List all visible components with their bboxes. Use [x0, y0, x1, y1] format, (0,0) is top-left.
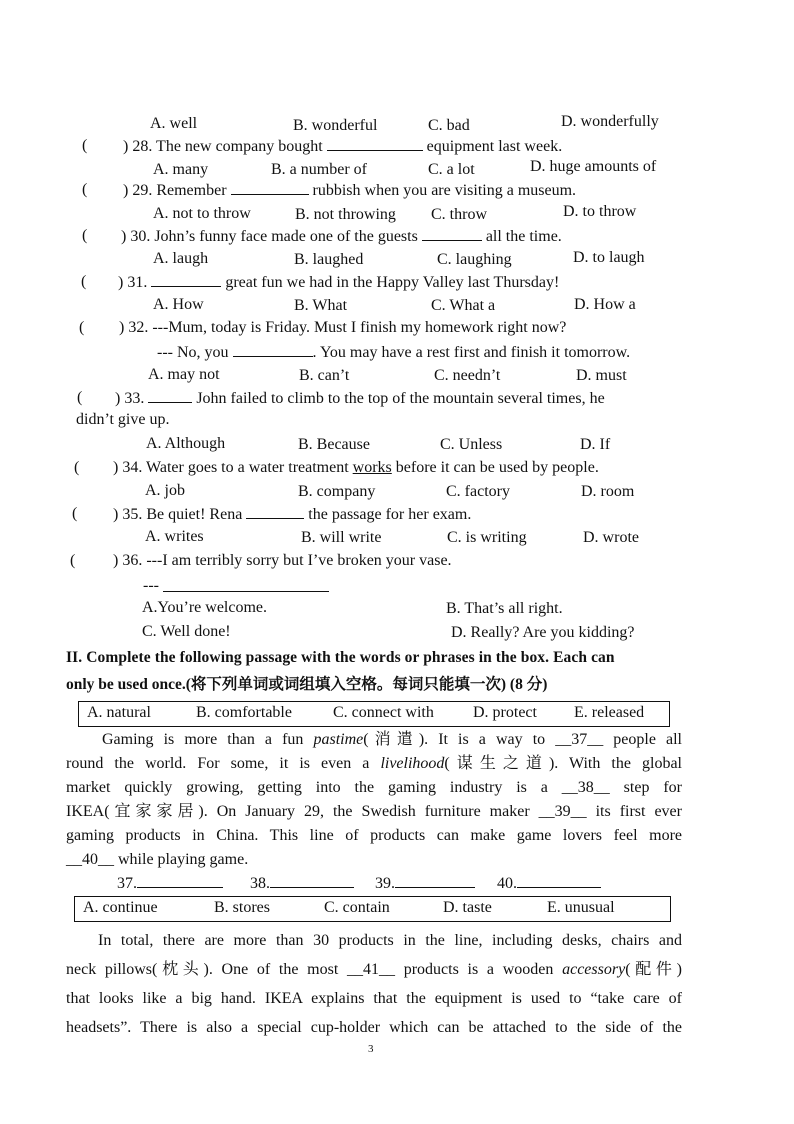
q30-number: ) 30. [121, 228, 151, 245]
q33-blank[interactable] [148, 388, 192, 403]
word-box-2-option-c: C. contain [324, 899, 390, 916]
q28-option-c: C. a lot [428, 161, 475, 178]
q28-number: ) 28. [123, 138, 153, 155]
q33-option-b: B. Because [298, 436, 370, 453]
q27-option-a: A. well [150, 115, 198, 132]
answer-39-blank[interactable] [395, 873, 475, 888]
q36-option-d: D. Really? Are you kidding? [451, 624, 635, 641]
word-box-1-option-e: E. released [574, 704, 645, 721]
answer-39 [375, 873, 475, 894]
q29-blank[interactable] [231, 180, 309, 195]
q31-option-c: C. What a [431, 297, 496, 314]
q29-after: rubbish when you are visiting a museum. [312, 182, 577, 199]
q36-option-b: B. That’s all right. [446, 600, 563, 617]
passage-paragraph-2 [66, 926, 682, 1042]
q36-blank[interactable] [163, 591, 329, 592]
q32-line1: ---Mum, today is Friday. Must I finish my homework right now? [152, 319, 567, 336]
answer-38 [250, 873, 354, 894]
q35-option-d: D. wrote [583, 529, 639, 546]
q33-option-c: C. Unless [440, 436, 503, 453]
q35-before: Be quiet! Rena [146, 506, 243, 523]
word-box-1-option-d: D. protect [473, 704, 537, 721]
passage-1-line: __40__ while playing game. [66, 851, 249, 868]
q32-paren: ( [79, 319, 85, 336]
q35-option-a: A. writes [145, 528, 204, 545]
q34-option-d: D. room [581, 483, 635, 500]
q28-before: The new company bought [156, 138, 323, 155]
answer-37-blank[interactable] [137, 873, 223, 888]
word-box-2-option-d: D. taste [443, 899, 492, 916]
q36-line2 [143, 576, 159, 596]
q28-stem [123, 136, 562, 157]
q36-dashes: --- [143, 577, 159, 594]
q36-line1: ---I am terribly sorry but I’ve broken your vase. [146, 552, 452, 569]
q30-blank[interactable] [422, 226, 482, 241]
answer-39-label: 39. [375, 875, 395, 892]
q31-number: ) 31. [118, 274, 148, 291]
q34-after: before it can be used by people. [395, 459, 599, 476]
q35-number: ) 35. [113, 506, 143, 523]
passage-1-line: IKEA(宜家家居). On January 29, the Swedish furniture maker __39__ its first ever [66, 803, 682, 820]
q32-number: ) 32. [119, 319, 149, 336]
q35-option-c: C. is writing [447, 529, 527, 546]
answer-38-blank[interactable] [270, 873, 354, 888]
answer-38-label: 38. [250, 875, 270, 892]
q34-paren: ( [74, 459, 80, 476]
word-box-2-option-a: A. continue [83, 899, 158, 916]
word-box-2 [74, 896, 671, 922]
q32-option-c: C. needn’t [434, 367, 501, 384]
q33-option-a: A. Although [146, 435, 226, 452]
q32-line2 [157, 342, 630, 363]
q29-option-b: B. not throwing [295, 206, 396, 223]
q35-paren: ( [72, 505, 78, 522]
q34-underlined-word: works [352, 459, 392, 476]
word-box-2-option-e: E. unusual [547, 899, 615, 916]
passage-2-line: In total, there are more than 30 products in the line, including desks, chairs and [98, 932, 682, 949]
page-number: 3 [368, 1043, 374, 1055]
q31-blank[interactable] [151, 272, 221, 287]
q28-blank[interactable] [327, 136, 423, 151]
q30-stem [121, 226, 562, 247]
q33-number: ) 33. [115, 390, 145, 407]
q35-after: the passage for her exam. [308, 506, 472, 523]
q33-stem [115, 388, 605, 409]
q34-before: Water goes to a water treatment [146, 459, 349, 476]
q29-before: Remember [156, 182, 227, 199]
answer-40 [497, 873, 601, 894]
word-box-1-option-a: A. natural [87, 704, 151, 721]
q34-option-b: B. company [298, 483, 376, 500]
q29-number: ) 29. [123, 182, 153, 199]
q32-stem [119, 318, 566, 338]
q30-option-d: D. to laugh [573, 249, 645, 266]
q32-line2-after: . You may have a rest first and finish it tomorrow. [312, 344, 631, 361]
q31-option-b: B. What [294, 297, 348, 314]
q27-option-d: D. wonderfully [561, 113, 659, 130]
q36-option-a: A.You’re welcome. [142, 599, 268, 616]
q36-stem [113, 551, 452, 571]
q31-option-d: D. How a [574, 296, 636, 313]
passage-1-line: Gaming is more than a fun pastime(消遣). It is a way to __37__ people all [102, 731, 682, 748]
answer-40-blank[interactable] [517, 873, 601, 888]
q29-paren: ( [82, 181, 88, 198]
word-box-1-option-b: B. comfortable [196, 704, 292, 721]
q34-option-a: A. job [145, 482, 185, 499]
answer-37 [117, 873, 223, 894]
answer-37-label: 37. [117, 875, 137, 892]
q35-blank[interactable] [246, 504, 304, 519]
q32-option-d: D. must [576, 367, 627, 384]
passage-1-line: gaming products in China. This line of products can make game lovers feel more [66, 827, 682, 844]
q31-stem [118, 272, 559, 293]
q31-option-a: A. How [153, 296, 204, 313]
q29-option-a: A. not to throw [153, 205, 251, 222]
q36-option-c: C. Well done! [142, 623, 231, 640]
q30-option-a: A. laugh [153, 250, 209, 267]
passage-2-line: headsets”. There is also a special cup-holder which can be attached to the side of the [66, 1019, 682, 1036]
section2-instruction-line2: only be used once.(将下列单词或词组填入空格。每词只能填一次) (8 分) [66, 676, 548, 693]
q34-number: ) 34. [113, 459, 143, 476]
word-box-2-option-b: B. stores [214, 899, 270, 916]
q35-stem [113, 504, 471, 525]
q27-option-b: B. wonderful [293, 117, 378, 134]
word-box-1 [78, 701, 670, 727]
q34-stem [113, 458, 599, 478]
q32-option-a: A. may not [148, 366, 220, 383]
q32-option-b: B. can’t [299, 367, 350, 384]
q28-option-a: A. many [153, 161, 209, 178]
passage-paragraph-1 [66, 728, 682, 872]
q30-option-b: B. laughed [294, 251, 364, 268]
word-box-1-option-c: C. connect with [333, 704, 434, 721]
section2-instruction-line1: II. Complete the following passage with the words or phrases in the box. Each can [66, 649, 615, 666]
q31-after: great fun we had in the Happy Valley last Thursday! [225, 274, 560, 291]
q32-line2-before: --- No, you [157, 344, 229, 361]
q28-paren: ( [82, 137, 88, 154]
passage-2-line: neck pillows(枕头). One of the most __41__ products is a wooden accessory(配件) [66, 961, 682, 978]
q30-option-c: C. laughing [437, 251, 512, 268]
q28-option-d: D. huge amounts of [530, 158, 657, 175]
q29-option-d: D. to throw [563, 203, 637, 220]
q31-paren: ( [81, 273, 87, 290]
passage-2-line: that looks like a big hand. IKEA explains that the equipment is used to “take care of [66, 990, 682, 1007]
q29-stem [123, 180, 576, 201]
q29-option-c: C. throw [431, 206, 487, 223]
q33-line2: didn’t give up. [76, 411, 170, 428]
q36-number: ) 36. [113, 552, 143, 569]
q36-paren: ( [70, 552, 76, 569]
q33-paren: ( [77, 389, 83, 406]
q33-option-d: D. If [580, 436, 611, 453]
q30-before: John’s funny face made one of the guests [154, 228, 418, 245]
q30-after: all the time. [485, 228, 562, 245]
q28-option-b: B. a number of [271, 161, 367, 178]
passage-1-line: market quickly growing, getting into the gaming industry is a __38__ step for [66, 779, 682, 796]
q30-paren: ( [82, 227, 88, 244]
passage-1-line: round the world. For some, it is even a livelihood(谋生之道). With the global [66, 755, 682, 772]
q32-blank[interactable] [233, 342, 313, 357]
q27-option-c: C. bad [428, 117, 470, 134]
q28-after: equipment last week. [426, 138, 563, 155]
q34-option-c: C. factory [446, 483, 510, 500]
q35-option-b: B. will write [301, 529, 382, 546]
q33-after: John failed to climb to the top of the mountain several times, he [196, 390, 605, 407]
answer-40-label: 40. [497, 875, 517, 892]
